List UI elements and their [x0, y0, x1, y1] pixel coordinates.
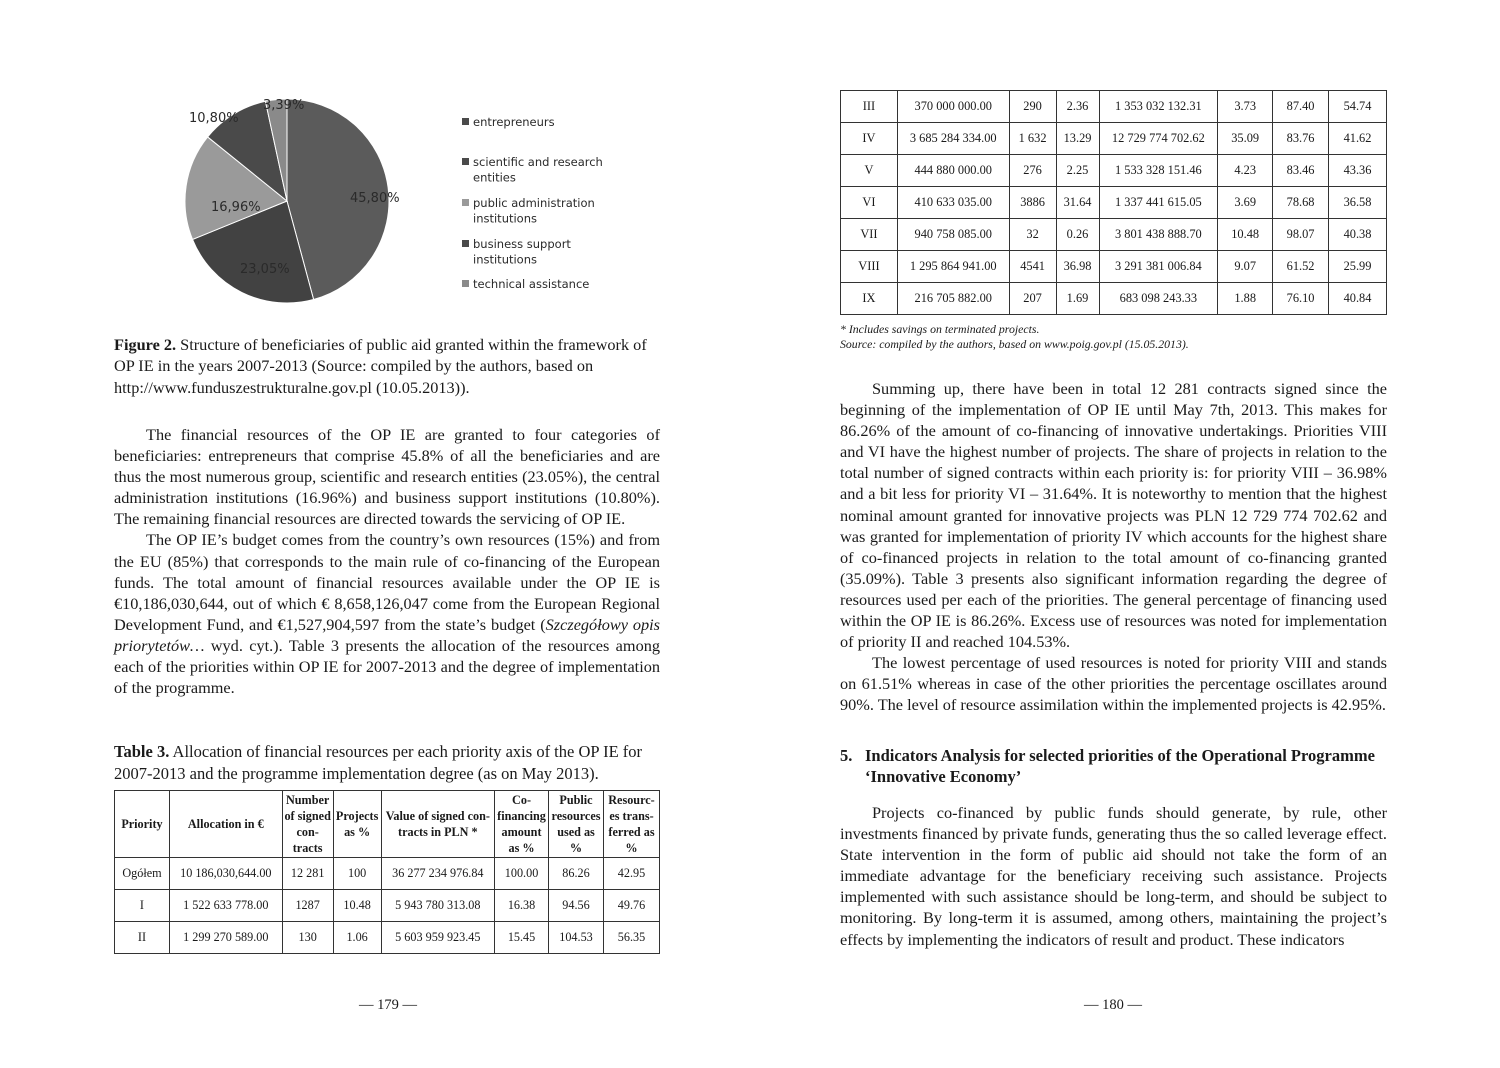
table-cell: 35.09 [1218, 123, 1273, 155]
legend-label: public administration institutions [473, 196, 595, 226]
figure-caption-text: Structure of beneficiaries of public aid granted within the framework of OP IE in the years 2007-2013 (Source: compiled by the authors, based on http://www.funduszestrukturalne.gov.pl (10.05.2013)). [114, 335, 647, 397]
table-cell: VII [841, 219, 898, 251]
legend-entry [462, 277, 589, 291]
pie-legend [462, 115, 603, 291]
table-cell: 1 337 441 615.05 [1099, 187, 1218, 219]
pie-data-label: 45,80% [350, 191, 400, 206]
page-number: — 179 — [359, 997, 417, 1013]
header-cell: Number of signed con-tracts [282, 791, 333, 858]
table-cell: 83.76 [1273, 123, 1329, 155]
legend-label: business support institutions [473, 237, 571, 267]
table-cell: 3 685 284 334.00 [897, 123, 1009, 155]
table-cell: 12 281 [282, 858, 333, 890]
section-title: Indicators Analysis for selected priorities of the Operational Programme ‘Innovative Economy’ [865, 746, 1375, 786]
table-3-part-2 [840, 90, 1387, 315]
table-cell: 3886 [1009, 187, 1056, 219]
table-cell: 94.56 [549, 890, 604, 922]
pie-chart [160, 92, 640, 322]
table-cell: 3.69 [1218, 187, 1273, 219]
table-cell: 100.00 [495, 858, 549, 890]
left-body-text [114, 424, 660, 698]
table-cell: 36.98 [1056, 251, 1099, 283]
table-cell: 1 295 864 941.00 [897, 251, 1009, 283]
table-cell: 1287 [282, 890, 333, 922]
table-cell: 42.95 [603, 858, 659, 890]
legend-label: entrepreneurs [473, 115, 555, 129]
figure-caption [114, 334, 660, 398]
figure-label: Figure 2. [114, 335, 177, 354]
table-row [841, 283, 1387, 315]
table-cell: 2.36 [1056, 91, 1099, 123]
legend-entry [462, 196, 595, 226]
header-cell: Value of signed con-tracts in PLN * [381, 791, 494, 858]
table-cell: 683 098 243.33 [1099, 283, 1218, 315]
table-caption [114, 741, 660, 784]
table-row [841, 187, 1387, 219]
table-cell: 86.26 [549, 858, 604, 890]
table-cell: 5 943 780 313.08 [381, 890, 494, 922]
paragraph: Summing up, there have been in total 12 281 contracts signed since the beginning of the implementation of OP IE until May 7th, 2013. This makes for 86.26% of the amount of co-financing of innovative undertakings. Priorities VIII and VI have the highest number of projects. The share of projects in relation to the total number of signed contracts within each priority is: for priority VIII – 36.98% and a bit less for priority VI – 31.64%. It is noteworthy to mention that the highest nominal amount granted for innovative projects was PLN 12 729 774 702.62 and was granted for implementation of priority IV which accounts for the highest share of co-financed projects in relation to the total amount of co-financing granted (35.09%). Table 3 presents also significant information regarding the degree of resources used per each of the priorities. The general percentage of financing used within the OP IE is 86.26%. Excess use of resources was noted for implementation of priority II and reached 104.53%. [840, 379, 1387, 652]
table-cell: 216 705 882.00 [897, 283, 1009, 315]
table-cell: 10.48 [333, 890, 381, 922]
table-cell: 25.99 [1329, 251, 1387, 283]
right-body-text [840, 378, 1387, 716]
table-cell: 36.58 [1329, 187, 1387, 219]
legend-entry [462, 115, 555, 129]
table-cell: 1 533 328 151.46 [1099, 155, 1218, 187]
table-cell: I [115, 890, 170, 922]
table-cell: V [841, 155, 898, 187]
table-3-part-1 [114, 790, 660, 954]
table-cell: 78.68 [1273, 187, 1329, 219]
table-cell: IX [841, 283, 898, 315]
table-cell: 43.36 [1329, 155, 1387, 187]
header-cell: Priority [115, 791, 170, 858]
table-cell: 276 [1009, 155, 1056, 187]
table-cell: 940 758 085.00 [897, 219, 1009, 251]
table-cell: 10.48 [1218, 219, 1273, 251]
table-cell: 2.25 [1056, 155, 1099, 187]
table-row [841, 91, 1387, 123]
pie-data-label: 16,96% [211, 200, 261, 215]
table-cell: 61.52 [1273, 251, 1329, 283]
table-cell: 3 291 381 006.84 [1099, 251, 1218, 283]
table-cell: 4.23 [1218, 155, 1273, 187]
table-cell: 36 277 234 976.84 [381, 858, 494, 890]
table-source: Source: compiled by the authors, based on www.poig.gov.pl (15.05.2013). [840, 337, 1189, 351]
legend-swatch [462, 118, 469, 125]
table-row [115, 922, 660, 954]
legend-swatch [462, 199, 469, 206]
table-cell: 41.62 [1329, 123, 1387, 155]
table-cell: 98.07 [1273, 219, 1329, 251]
table-cell: 104.53 [549, 922, 604, 954]
header-cell: Projects as % [333, 791, 381, 858]
table-cell: 31.64 [1056, 187, 1099, 219]
table-cell: IV [841, 123, 898, 155]
table-cell: VIII [841, 251, 898, 283]
legend-label: scientific and research entities [473, 155, 603, 185]
table-cell: VI [841, 187, 898, 219]
table-row [115, 890, 660, 922]
paragraph: The financial resources of the OP IE are granted to four categories of beneficiaries: entrepreneurs that comprise 45.8% of all the beneficiaries and are thus the most numerous group, scientific and research entities (23.05%), the central administration institutions (16.96%) and business support institutions (10.80%). The remaining financial resources are directed towards the servicing of OP IE. [114, 425, 660, 529]
table-cell: 9.07 [1218, 251, 1273, 283]
table-cell: 1 299 270 589.00 [169, 922, 282, 954]
table-footnote: * Includes savings on terminated projects. [840, 322, 1040, 336]
table-cell: 410 633 035.00 [897, 187, 1009, 219]
paragraph: The lowest percentage of used resources is noted for priority VIII and stands on 61.51% whereas in case of the other priorities the percentage oscillates around 90%. The level of resource assimilation within the implemented projects is 42.95%. [840, 653, 1387, 715]
table-cell: 3 801 438 888.70 [1099, 219, 1218, 251]
table-label: Table 3. [114, 742, 170, 761]
table-cell: 56.35 [603, 922, 659, 954]
table-cell: 207 [1009, 283, 1056, 315]
table-cell: 13.29 [1056, 123, 1099, 155]
page-number: — 180 — [1084, 997, 1142, 1013]
table-row [841, 251, 1387, 283]
table-cell: 15.45 [495, 922, 549, 954]
table-cell: 87.40 [1273, 91, 1329, 123]
table-row [841, 123, 1387, 155]
table-cell: 444 880 000.00 [897, 155, 1009, 187]
legend-entry [462, 237, 571, 267]
table-cell: 12 729 774 702.62 [1099, 123, 1218, 155]
table-cell: 49.76 [603, 890, 659, 922]
legend-swatch [462, 240, 469, 247]
table-row [841, 219, 1387, 251]
table-cell: II [115, 922, 170, 954]
table-cell: 40.38 [1329, 219, 1387, 251]
table-cell: 100 [333, 858, 381, 890]
pie-data-label: 3,39% [263, 98, 305, 113]
table-row [115, 858, 660, 890]
legend-entry [462, 155, 603, 185]
pie-data-label: 23,05% [240, 262, 290, 277]
citation-title: Szczegółowy opis priorytetów… [114, 614, 660, 655]
table-cell: 83.46 [1273, 155, 1329, 187]
table-caption-text: Allocation of financial resources per each priority axis of the OP IE for 2007-2013 and the programme implementation degree (as on May 2013). [114, 742, 643, 783]
table-cell: 1 353 032 132.31 [1099, 91, 1218, 123]
paragraph: Projects co-financed by public funds should generate, by rule, other investments financed by private funds, generating thus the so called leverage effect. State intervention in the form of public aid should not take the form of an immediate advantage for the beneficiary receiving such assistance. Projects implemented with such assistance should be long-term, and should be subject to monitoring. By long-term it is assumed, among others, maintaining the project’s effects by implementing the indicators of result and product. These indicators [840, 803, 1387, 949]
section-heading [840, 746, 1387, 787]
legend-label: technical assistance [473, 277, 590, 291]
table-cell: 1 522 633 778.00 [169, 890, 282, 922]
table-cell: Ogółem [115, 858, 170, 890]
paragraph: The OP IE’s budget comes from the country’s own resources (15%) and from the EU (85%) that corresponds to the main rule of co-financing of the European funds. The total amount of financial resources available under the OP IE is €10,186,030,644, out of which € 8,658,126,047 come from the European Regional Development Fund, and €1,527,904,597 from the state’s budget (Szczegółowy opis priorytetów… wyd. cyt.). Table 3 presents the allocation of the resources among each of the priorities within OP IE for 2007-2013 and the degree of implementation of the programme. [114, 530, 660, 698]
right-body-text-2 [840, 802, 1387, 950]
table-cell: 1.69 [1056, 283, 1099, 315]
legend-swatch [462, 280, 469, 287]
section-number: 5. [840, 746, 853, 765]
table-cell: 130 [282, 922, 333, 954]
table-cell: 3.73 [1218, 91, 1273, 123]
legend-swatch [462, 158, 469, 165]
table-cell: 1 632 [1009, 123, 1056, 155]
table-cell: 290 [1009, 91, 1056, 123]
table-cell: 370 000 000.00 [897, 91, 1009, 123]
table-notes [840, 322, 1387, 352]
header-cell: Public resources used as % [549, 791, 604, 858]
header-cell: Co-financing amount as % [495, 791, 549, 858]
pie-data-label: 10,80% [189, 111, 239, 126]
table-header-row [115, 791, 660, 858]
table-row [841, 155, 1387, 187]
table-cell: 1.06 [333, 922, 381, 954]
table-cell: 4541 [1009, 251, 1056, 283]
table-cell: 16.38 [495, 890, 549, 922]
header-cell: Allocation in € [169, 791, 282, 858]
table-cell: 0.26 [1056, 219, 1099, 251]
table-cell: 76.10 [1273, 283, 1329, 315]
table-cell: 32 [1009, 219, 1056, 251]
table-cell: 1.88 [1218, 283, 1273, 315]
table-cell: 10 186,030,644.00 [169, 858, 282, 890]
table-cell: 54.74 [1329, 91, 1387, 123]
table-cell: 5 603 959 923.45 [381, 922, 494, 954]
table-cell: 40.84 [1329, 283, 1387, 315]
table-cell: III [841, 91, 898, 123]
header-cell: Resourc-es trans-ferred as % [603, 791, 659, 858]
